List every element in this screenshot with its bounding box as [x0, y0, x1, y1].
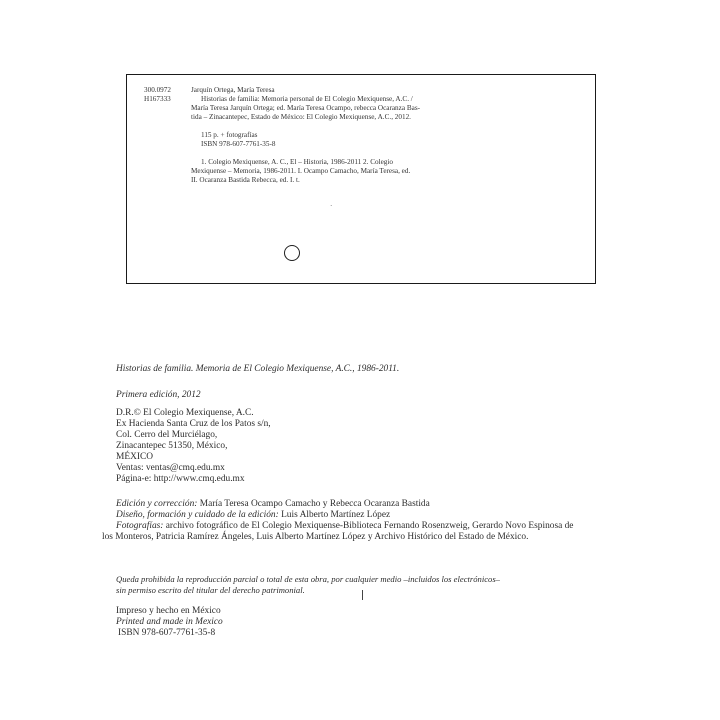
publisher-line: Ex Hacienda Santa Cruz de los Patos s/n, — [116, 419, 271, 429]
card-tracings — [191, 158, 491, 185]
card-punch-hole — [284, 245, 300, 261]
card-description-line: tida – Zinacantepec, Estado de México: El Colegio Mexiquense, A.C., 2012. — [191, 113, 411, 121]
call-number-line: H167333 — [144, 95, 171, 103]
credit-fotografias — [116, 521, 573, 532]
copyright-notice — [116, 574, 500, 596]
publisher-line: Col. Cerro del Murciélago, — [116, 430, 218, 440]
publisher-line: MÉXICO — [116, 452, 153, 462]
credit-label: Fotografías: — [116, 521, 164, 531]
printed-isbn: ISBN 978-607-7761-35-8 — [118, 628, 216, 638]
credit-edicion — [116, 499, 573, 510]
card-mark: · — [330, 202, 333, 210]
publisher-line: Ventas: ventas@cmq.edu.mx — [116, 463, 225, 473]
credit-value: archivo fotográfico de El Colegio Mexiquense-Biblioteca Fernando Rosenzweig, Gerardo Novo Espinosa de — [165, 521, 574, 531]
printed-block — [116, 606, 223, 639]
card-description-line: Historias de familia: Memoria personal de El Colegio Mexiquense, A.C. / — [201, 95, 413, 103]
credit-fotografias-continued: los Monteros, Patricia Ramírez Ángeles, Luis Alberto Martínez López y Archivo Histórico del Estado de México. — [102, 532, 529, 542]
publisher-line: Zinacantepec 51350, México, — [116, 441, 228, 451]
catalog-card — [126, 74, 596, 284]
call-number-line: 300.0972 — [144, 86, 171, 94]
book-title-line: Historias de familia. Memoria de El Colegio Mexiquense, A.C., 1986-2011. — [116, 364, 400, 374]
edition-line: Primera edición, 2012 — [116, 390, 201, 400]
card-physical-description — [201, 131, 275, 149]
publisher-block — [116, 408, 271, 485]
printed-spanish: Impreso y hecho en México — [116, 606, 221, 616]
card-description — [191, 95, 491, 122]
notice-line: sin permiso escrito del titular del derecho patrimonial. — [116, 585, 305, 595]
card-tracing-line: 1. Colegio Mexiquense, A. C., El – Historia, 1986-2011 2. Colegio — [201, 158, 393, 166]
publisher-line: D.R.© El Colegio Mexiquense, A.C. — [116, 408, 254, 418]
stray-mark — [362, 590, 363, 600]
credit-label: Diseño, formación y cuidado de la edición: — [116, 510, 279, 520]
card-pages: 115 p. + fotografías — [201, 131, 258, 139]
card-isbn: ISBN 978-607-7761-35-8 — [201, 140, 276, 148]
credit-value: Luis Alberto Martínez López — [281, 510, 391, 520]
credit-diseno — [116, 510, 573, 521]
credit-value: María Teresa Ocampo Camacho y Rebecca Ocaranza Bastida — [199, 499, 430, 509]
publisher-line: Página-e: http://www.cmq.edu.mx — [116, 474, 245, 484]
printed-english: Printed and made in Mexico — [116, 617, 223, 627]
card-tracing-line: Mexiquense – Memoria, 1986-2011. I. Ocampo Camacho, María Teresa, ed. — [191, 167, 411, 175]
credits-block — [102, 499, 574, 543]
card-description-line: María Teresa Jarquín Ortega; ed. María Teresa Ocampo, rebecca Ocaranza Bas- — [191, 104, 421, 112]
card-author: Jarquín Ortega, María Teresa — [191, 86, 275, 94]
call-number — [144, 86, 171, 104]
notice-line: Queda prohibida la reproducción parcial o total de esta obra, por cualquier medio –incluidos los electrónicos– — [116, 574, 500, 584]
credit-label: Edición y corrección: — [116, 499, 198, 509]
card-tracing-line: II. Ocaranza Bastida Rebecca, ed. I. t. — [191, 176, 300, 184]
